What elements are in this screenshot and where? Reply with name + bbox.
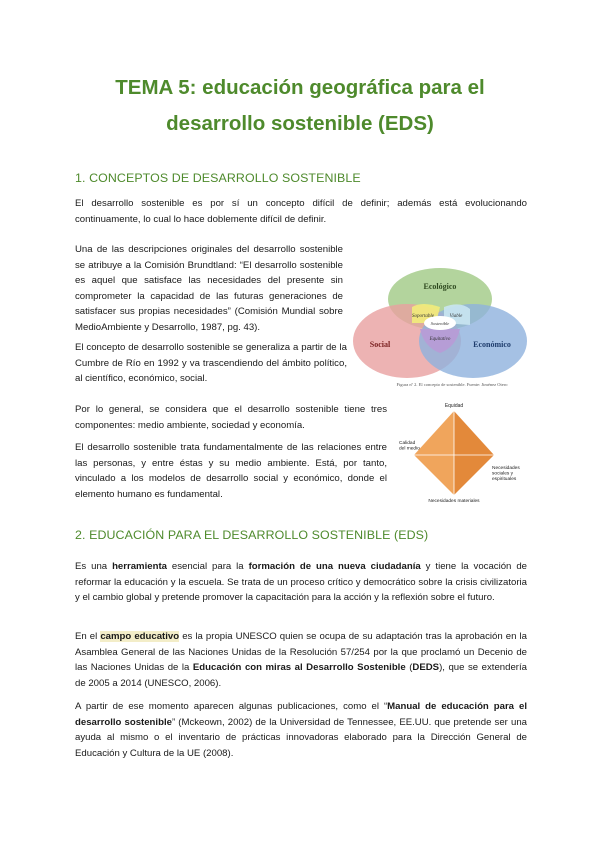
section-2-heading: 2. EDUCACIÓN PARA EL DESARROLLO SOSTENIBLE (EDS) — [75, 528, 429, 542]
pyramid-bottom-label: Necesidades materiales — [428, 499, 480, 503]
s2p1-text-1: Es una — [75, 561, 113, 572]
page-title-line-2: desarrollo sostenible (EDS) — [166, 112, 434, 135]
pyramid-left-face — [414, 411, 454, 495]
s2p1-bold-ciudadania: formación de una nueva ciudadanía — [248, 561, 421, 572]
viable-label: Viable — [449, 314, 463, 319]
venn-diagram — [352, 265, 532, 389]
s2p2-bold-deds: DEDS — [412, 662, 440, 674]
section-2-paragraph-2 — [75, 629, 527, 691]
section-1-paragraph-3: El concepto de desarrollo sostenible se generaliza a partir de la Cumbre de Río en 1992 y va trascendiendo del ámbito político, al científico, económico, social. — [75, 342, 347, 385]
s2p1-bold-herramienta: herramienta — [112, 561, 167, 572]
s2p2-text-2: es la propia UNESCO quien se ocupa de su adaptación tras la aprobación en la Asamblea General de las Naciones Unidas de la Resolución 57/254 por la que proclamó un Decenio de las Naciones Unidas de la — [75, 631, 527, 674]
section-1-paragraph-5: El desarrollo sostenible trata fundamentalmente de las relaciones entre las personas, y entre éstas y su medio ambiente. Está, por tanto, vinculado a los modelos de desarrollo social y económico, donde el elemento humano es fundamental. — [75, 442, 387, 500]
ecologico-label: Ecológico — [423, 282, 457, 291]
section-1-paragraph-4: Por lo general, se considera que el desarrollo sostenible tiene tres componentes: medio ambiente, sociedad y economía. — [75, 404, 387, 431]
page-title — [0, 70, 600, 142]
pyramid-top-label: Equidad — [444, 403, 464, 409]
page-title-line-1: TEMA 5: educación geográfica para el — [115, 76, 485, 99]
s2p3-text-2: ” (Mckeown, 2002) de la Universidad de Tennessee, EE.UU. que pretende ser una ayuda al mismo o el inventario de prácticas innovadoras elaborado para la Dirección General de Educación y Cultura de la UE (2008). — [75, 716, 527, 759]
s2p2-bold-educacion: Educación con miras al Desarrollo Sostenible — [192, 662, 406, 674]
s2p2-text-1: En el — [75, 631, 101, 642]
soportable-label: Soportable — [412, 314, 434, 319]
section-2-paragraph-3 — [75, 699, 527, 761]
pyramid-left-label: Calidad del medio — [399, 441, 420, 452]
s2p2-bold-campo-educativo: campo educativo — [100, 631, 180, 642]
equitativo-label: Equitativo — [429, 337, 451, 342]
pyramid-right-face — [454, 411, 494, 495]
s2p3-text-1: A partir de ese momento aparecen algunas publicaciones, como el “ — [75, 701, 388, 712]
s2p2-text-3: ( — [405, 662, 413, 674]
s2p1-text-3: y tiene la vocación de reformar la educación y la escuela. Se trata de un proceso crítico y democrático sobre la crisis civilizatoria y el cambio global y pretende promover la capacitación para la acción y la reflexión sobre el futuro. — [75, 561, 527, 604]
s2p1-text-2: esencial para la — [166, 561, 249, 572]
venn-caption: Figura nº 2. El concepto de sostenible. Fuente: Jiménez Otero — [396, 382, 508, 387]
s2p2-text-4: ), que se extendería de 2005 a 2014 (UNESCO, 2006). — [75, 662, 527, 689]
pyramid-diagram — [392, 399, 530, 503]
section-2-paragraph-1 — [75, 559, 527, 606]
sostenible-label: Sostenible — [430, 321, 450, 326]
s2p3-bold-manual: Manual de educación para el desarrollo sostenible — [75, 701, 527, 728]
brundtland-text: Una de las descripciones originales del desarrollo sostenible se atribuye a la Comisión Brundtland: “El desarrollo sostenible es aquel que satisface las necesidades del presente sin comprometer la capacidad de las futuras generaciones de satisfacer sus propias necesidades” (Comisión Mundial sobre MedioAmbiente y Desarrollo, 1987, pg. 43). — [75, 244, 343, 333]
section-1-paragraph-1: El desarrollo sostenible es por sí un concepto difícil de definir; además está evolucionando continuamente, lo cual lo hace doblemente difícil de definir. — [75, 198, 527, 225]
section-1-heading: 1. CONCEPTOS DE DESARROLLO SOSTENIBLE — [75, 171, 361, 185]
economico-label: Económico — [473, 340, 511, 349]
social-label: Social — [369, 340, 391, 349]
pyramid-right-label: Necesidades sociales y espirituales — [492, 466, 520, 482]
